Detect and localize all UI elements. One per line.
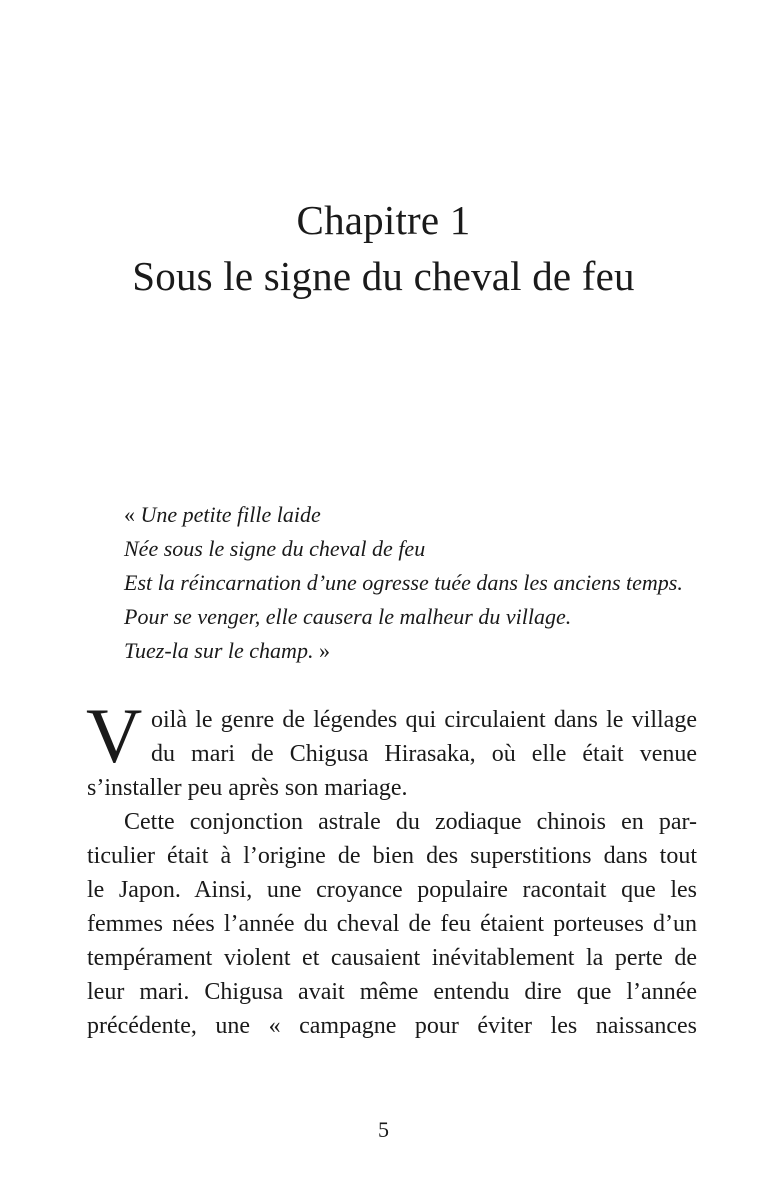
drop-cap: V: [86, 692, 143, 779]
body-line: oilà le genre de légendes qui circulaient dans le village: [151, 707, 697, 733]
epigraph-line: [124, 634, 744, 668]
epigraph-line: Est la réincarnation d’une ogresse tuée dans les anciens temps.: [124, 570, 683, 595]
body-line: tempérament violent et causaient inévitablement la perte de: [87, 945, 697, 971]
epigraph-line: Née sous le signe du cheval de feu: [124, 536, 426, 561]
chapter-title: Sous le signe du cheval de feu: [132, 253, 635, 299]
epigraph-text: Tuez-la sur le champ.: [124, 638, 314, 663]
page-number: 5: [378, 1117, 389, 1142]
epigraph-line: Pour se venger, elle causera le malheur du village.: [124, 604, 572, 629]
epigraph-close-quote: »: [313, 638, 330, 663]
chapter-number: Chapitre 1: [296, 197, 471, 243]
epigraph-line: [124, 498, 744, 532]
body-line: du mari de Chigusa Hirasaka, où elle était venue: [151, 741, 697, 767]
body-line: s’installer peu après son mariage.: [87, 775, 408, 801]
body-line: leur mari. Chigusa avait même entendu dire que l’année: [87, 979, 697, 1005]
body-line: femmes nées l’année du cheval de feu étaient porteuses d’un: [87, 911, 697, 937]
epigraph-open-quote: «: [124, 502, 141, 527]
epigraph: [124, 498, 744, 668]
body-line: le Japon. Ainsi, une croyance populaire racontait que les: [87, 877, 697, 903]
body-line: ticulier était à l’origine de bien des superstitions dans tout: [87, 843, 697, 869]
body-line: précédente, une « campagne pour éviter les naissances: [87, 1013, 697, 1039]
epigraph-text: Une petite fille laide: [140, 502, 321, 527]
body-line: Cette conjonction astrale du zodiaque chinois en par-: [124, 809, 697, 835]
